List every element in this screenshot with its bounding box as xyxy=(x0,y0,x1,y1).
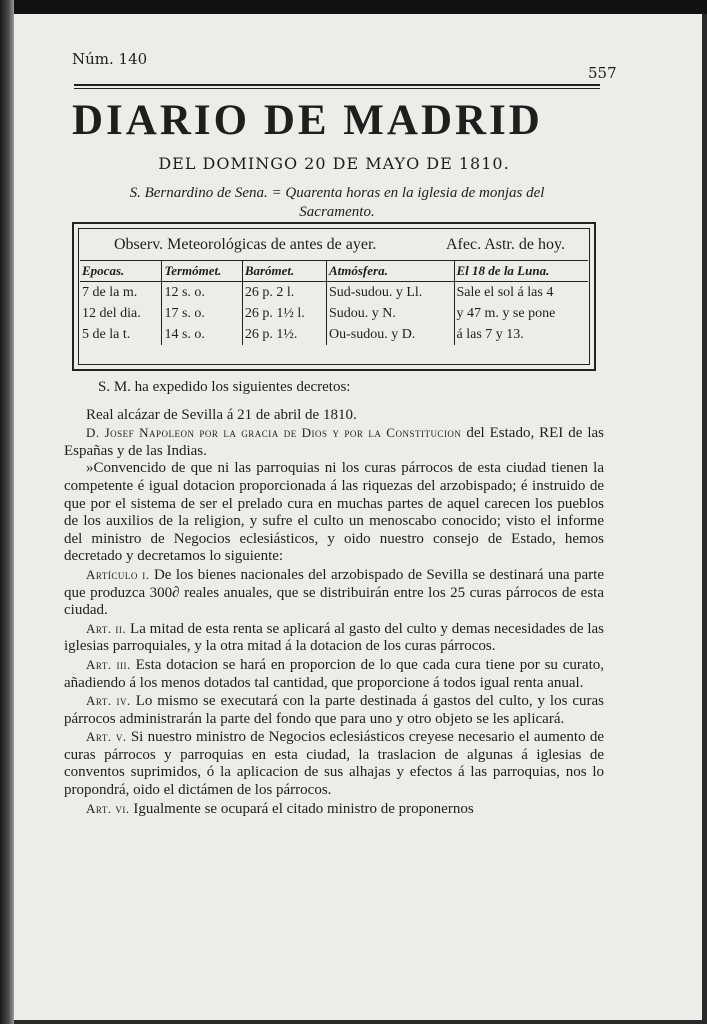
king-title-rest: del Estado, REI de las Españas y de las Indias. xyxy=(64,425,604,459)
article-paragraph xyxy=(64,800,604,819)
baro-cell: 26 p. 1½ l. xyxy=(242,303,326,324)
newspaper-page xyxy=(14,14,702,1020)
atmos-cell: Sud-sudou. y Ll. xyxy=(326,282,454,304)
article-body xyxy=(64,379,604,818)
astro-heading: Afec. Astr. de hoy. xyxy=(446,236,565,253)
temp-cell: 17 s. o. xyxy=(162,303,242,324)
col-atmosfera: Atmósfera. xyxy=(326,261,454,282)
article-paragraph xyxy=(64,620,604,656)
preamble: »Convencido de que ni las parroquias ni los curas párrocos de esta ciudad tienen la competente é igual dotacion proporcionada á las riquezas del arzobispado; é instruido de que por el sistema de ser el prelado cura en muchas partes de aquel carecen los pueblos de los auxilios de la religion, y sufre el culto un menoscabo conocido; visto el informe del ministro de Negocios eclesiásticos, y oido nuestro consejo de Estado, hemos decretado y decretamos lo siguiente: xyxy=(64,460,604,565)
dateline: DEL DOMINGO 20 DE MAYO DE 1810. xyxy=(158,154,510,173)
table-row xyxy=(80,282,588,304)
weather-table-header xyxy=(80,261,588,282)
article-paragraph xyxy=(64,728,604,799)
moon-cell: y 47 m. y se pone xyxy=(454,303,588,324)
moon-cell: Sale el sol á las 4 xyxy=(454,282,588,304)
col-barometro: Barómet. xyxy=(242,261,326,282)
king-title xyxy=(64,424,604,460)
baro-cell: 26 p. 1½. xyxy=(242,324,326,345)
article-paragraph xyxy=(64,656,604,692)
col-termometro: Termómet. xyxy=(162,261,242,282)
weather-table xyxy=(80,260,588,345)
article-text: Esta dotacion se hará en proporcion de lo que cada cura tiene por su curato, añadiendo á los menos dotados tal cantidad, que proporcione á todos igual renta anual. xyxy=(64,656,605,691)
place-date: Real alcázar de Sevilla á 21 de abril de 1810. xyxy=(86,406,357,423)
article-text: Igualmente se ocupará el citado ministro de proponernos xyxy=(133,800,474,817)
table-row xyxy=(80,324,588,345)
article-paragraph xyxy=(64,692,604,728)
baro-cell: 26 p. 2 l. xyxy=(242,282,326,304)
temp-cell: 12 s. o. xyxy=(162,282,242,304)
col-epocas: Epocas. xyxy=(80,261,162,282)
saints-of-day: S. Bernardino de Sena. = Quarenta horas en la iglesia de monjas del Sacramento. xyxy=(129,185,545,220)
page-number: 557 xyxy=(588,64,617,82)
article-text: Si nuestro ministro de Negocios eclesiásticos creyese necesario el aumento de curas párrocos y parroquias en esta ciudad, la traslacion de algunas á iglesias de conventos suprimidos, ó la aplicacion de sus alhajas y efectos á las parroquias, nos lo propondrá, oido el dictámen de los párrocos. xyxy=(64,729,604,799)
atmos-cell: Ou-sudou. y D. xyxy=(326,324,454,345)
article-text: La mitad de esta renta se aplicará al gasto del culto y demas necesidades de las iglesias parroquiales, y la otra mitad á la dotacion de los curas párrocos. xyxy=(64,620,605,655)
epoch-cell: 5 de la t. xyxy=(82,327,131,342)
article-label: Art. iv. xyxy=(86,693,131,709)
article-label: Art. vi. xyxy=(86,800,130,816)
epoch-cell: 12 del dia. xyxy=(82,306,141,321)
header-rule xyxy=(74,84,600,86)
article-label: Art. v. xyxy=(86,729,127,745)
book-spine xyxy=(0,0,14,1024)
article-paragraph xyxy=(64,566,604,620)
atmos-cell: Sudou. y N. xyxy=(326,303,454,324)
moon-cell: á las 7 y 13. xyxy=(454,324,588,345)
header-rule-thin xyxy=(74,88,600,89)
article-intro: S. M. ha expedido los siguientes decretos: xyxy=(98,379,351,395)
col-luna: El 18 de la Luna. xyxy=(454,261,588,282)
scan-top-edge xyxy=(0,0,707,14)
epoch-cell: 7 de la m. xyxy=(82,285,138,300)
article-label: Art. iii. xyxy=(86,656,131,672)
temp-cell: 14 s. o. xyxy=(162,324,242,345)
issue-number: Núm. 140 xyxy=(72,50,148,68)
table-row xyxy=(80,303,588,324)
masthead-title: DIARIO DE MADRID xyxy=(72,97,543,144)
article-label: Art. ii. xyxy=(86,620,127,636)
article-text: De los bienes nacionales del arzobispado de Sevilla se destinará una parte que produzca 300∂ reales anuales, que se distribuirán entre los 25 curas párrocos de esta ciudad. xyxy=(64,566,605,619)
article-text: Lo mismo se executará con la parte destinada á gastos del culto, y los curas párrocos administrarán la parte del fondo que para uno y otro objeto se les aplicará. xyxy=(64,693,604,727)
article-label: Artículo i. xyxy=(86,566,150,582)
weather-heading: Observ. Meteorológicas de antes de ayer. xyxy=(114,236,377,253)
king-title-caps: D. Josef Napoleon por la gracia de Dios y por la Constitucion xyxy=(86,425,462,441)
weather-box xyxy=(72,222,596,371)
